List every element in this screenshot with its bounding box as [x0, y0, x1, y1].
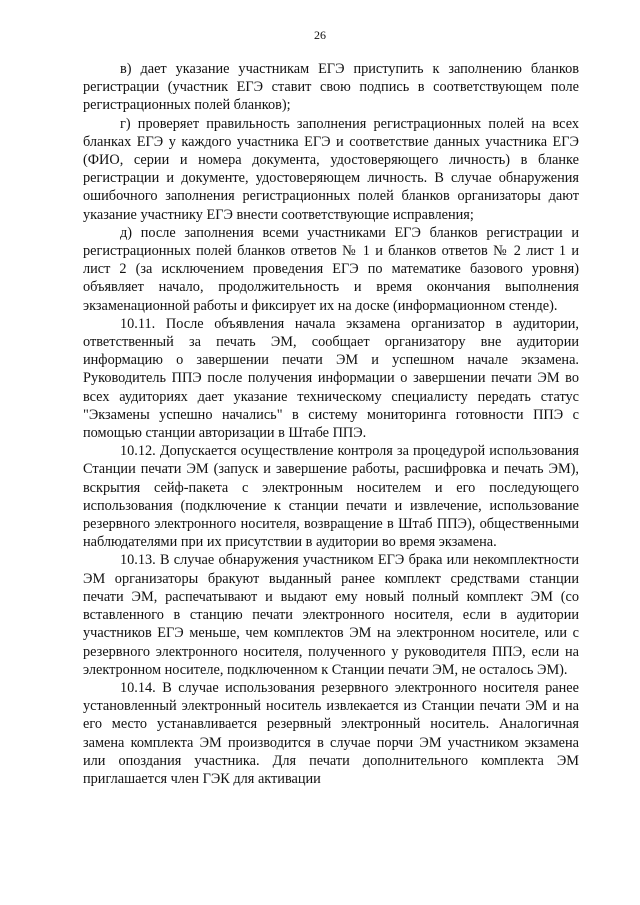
paragraph-item-g: г) проверяет правильность заполнения регистрационных полей на всех бланках ЕГЭ у каждого участника ЕГЭ и соответствие данных участника ЕГЭ (ФИО, серии и номера документа, удостоверяющего личность) в бланке регистрации и документе, удостоверяющем личность. В случае обнаружения ошибочного заполнения регистрационных полей бланков организаторы дают указание участнику ЕГЭ внести соответствующие исправления;: [83, 115, 579, 223]
paragraph-10-12: 10.12. Допускается осуществление контроля за процедурой использования Станции печати ЭМ (запуск и завершение работы, расшифровка и печать ЭМ), вскрытия сейф-пакета с электронным носителем и его последующего использования (подключение к станции печати и извлечение, использование резервного электронного носителя, возвращение в Штаб ППЭ), общественными наблюдателями при их присутствии в аудитории во время экзамена.: [83, 443, 579, 551]
paragraph-item-d: д) после заполнения всеми участниками ЕГЭ бланков регистрации и регистрационных полей бланков ответов № 1 и бланков ответов № 2 лист 1 и лист 2 (за исключением проведения ЕГЭ по математике базового уровня) объявляет начало, продолжительность и время окончания выполнения экзаменационной работы и фиксирует их на доске (информационном стенде).: [83, 224, 579, 314]
page-number: 26: [314, 28, 326, 42]
paragraph-10-14: 10.14. В случае использования резервного электронного носителя ранее установленный электронный носитель извлекается из Станции печати ЭМ и на его место устанавливается резервный электронный носитель. Аналогичная замена комплекта ЭМ производится в случае порчи ЭМ участником экзамена или опоздания участника. Для печати дополнительного комплекта ЭМ приглашается член ГЭК для активации: [83, 679, 579, 787]
paragraph-10-13: 10.13. В случае обнаружения участником ЕГЭ брака или некомплектности ЭМ организаторы бракуют выданный ранее комплект средствами станции печати ЭМ, распечатывают и выдают ему новый полный комплект ЭМ (со вставленного в станцию печати электронного носителя, если в аудитории участников ЕГЭ меньше, чем комплектов ЭМ на электронном носителе, или с резервного электронного носителя, полученного у руководителя ППЭ, если на электронном носителе, подключенном к Станции печати ЭМ, не осталось ЭМ).: [83, 552, 579, 678]
document-body: [83, 60, 579, 788]
paragraph-item-v: в) дает указание участникам ЕГЭ приступить к заполнению бланков регистрации (участник ЕГЭ ставит свою подпись в соответствующем поле регистрационных полей бланков);: [83, 61, 579, 114]
paragraph-10-11: 10.11. После объявления начала экзамена организатор в аудитории, ответственный за печать ЭМ, сообщает организатору вне аудитории информацию о завершении печати ЭМ и успешном начале экзамена. Руководитель ППЭ после получения информации о завершении печати ЭМ во всех аудиториях дает указание техническому специалисту передать статус "Экзамены успешно начались" в систему мониторинга готовности ППЭ с помощью станции авторизации в Штабе ППЭ.: [83, 315, 579, 442]
